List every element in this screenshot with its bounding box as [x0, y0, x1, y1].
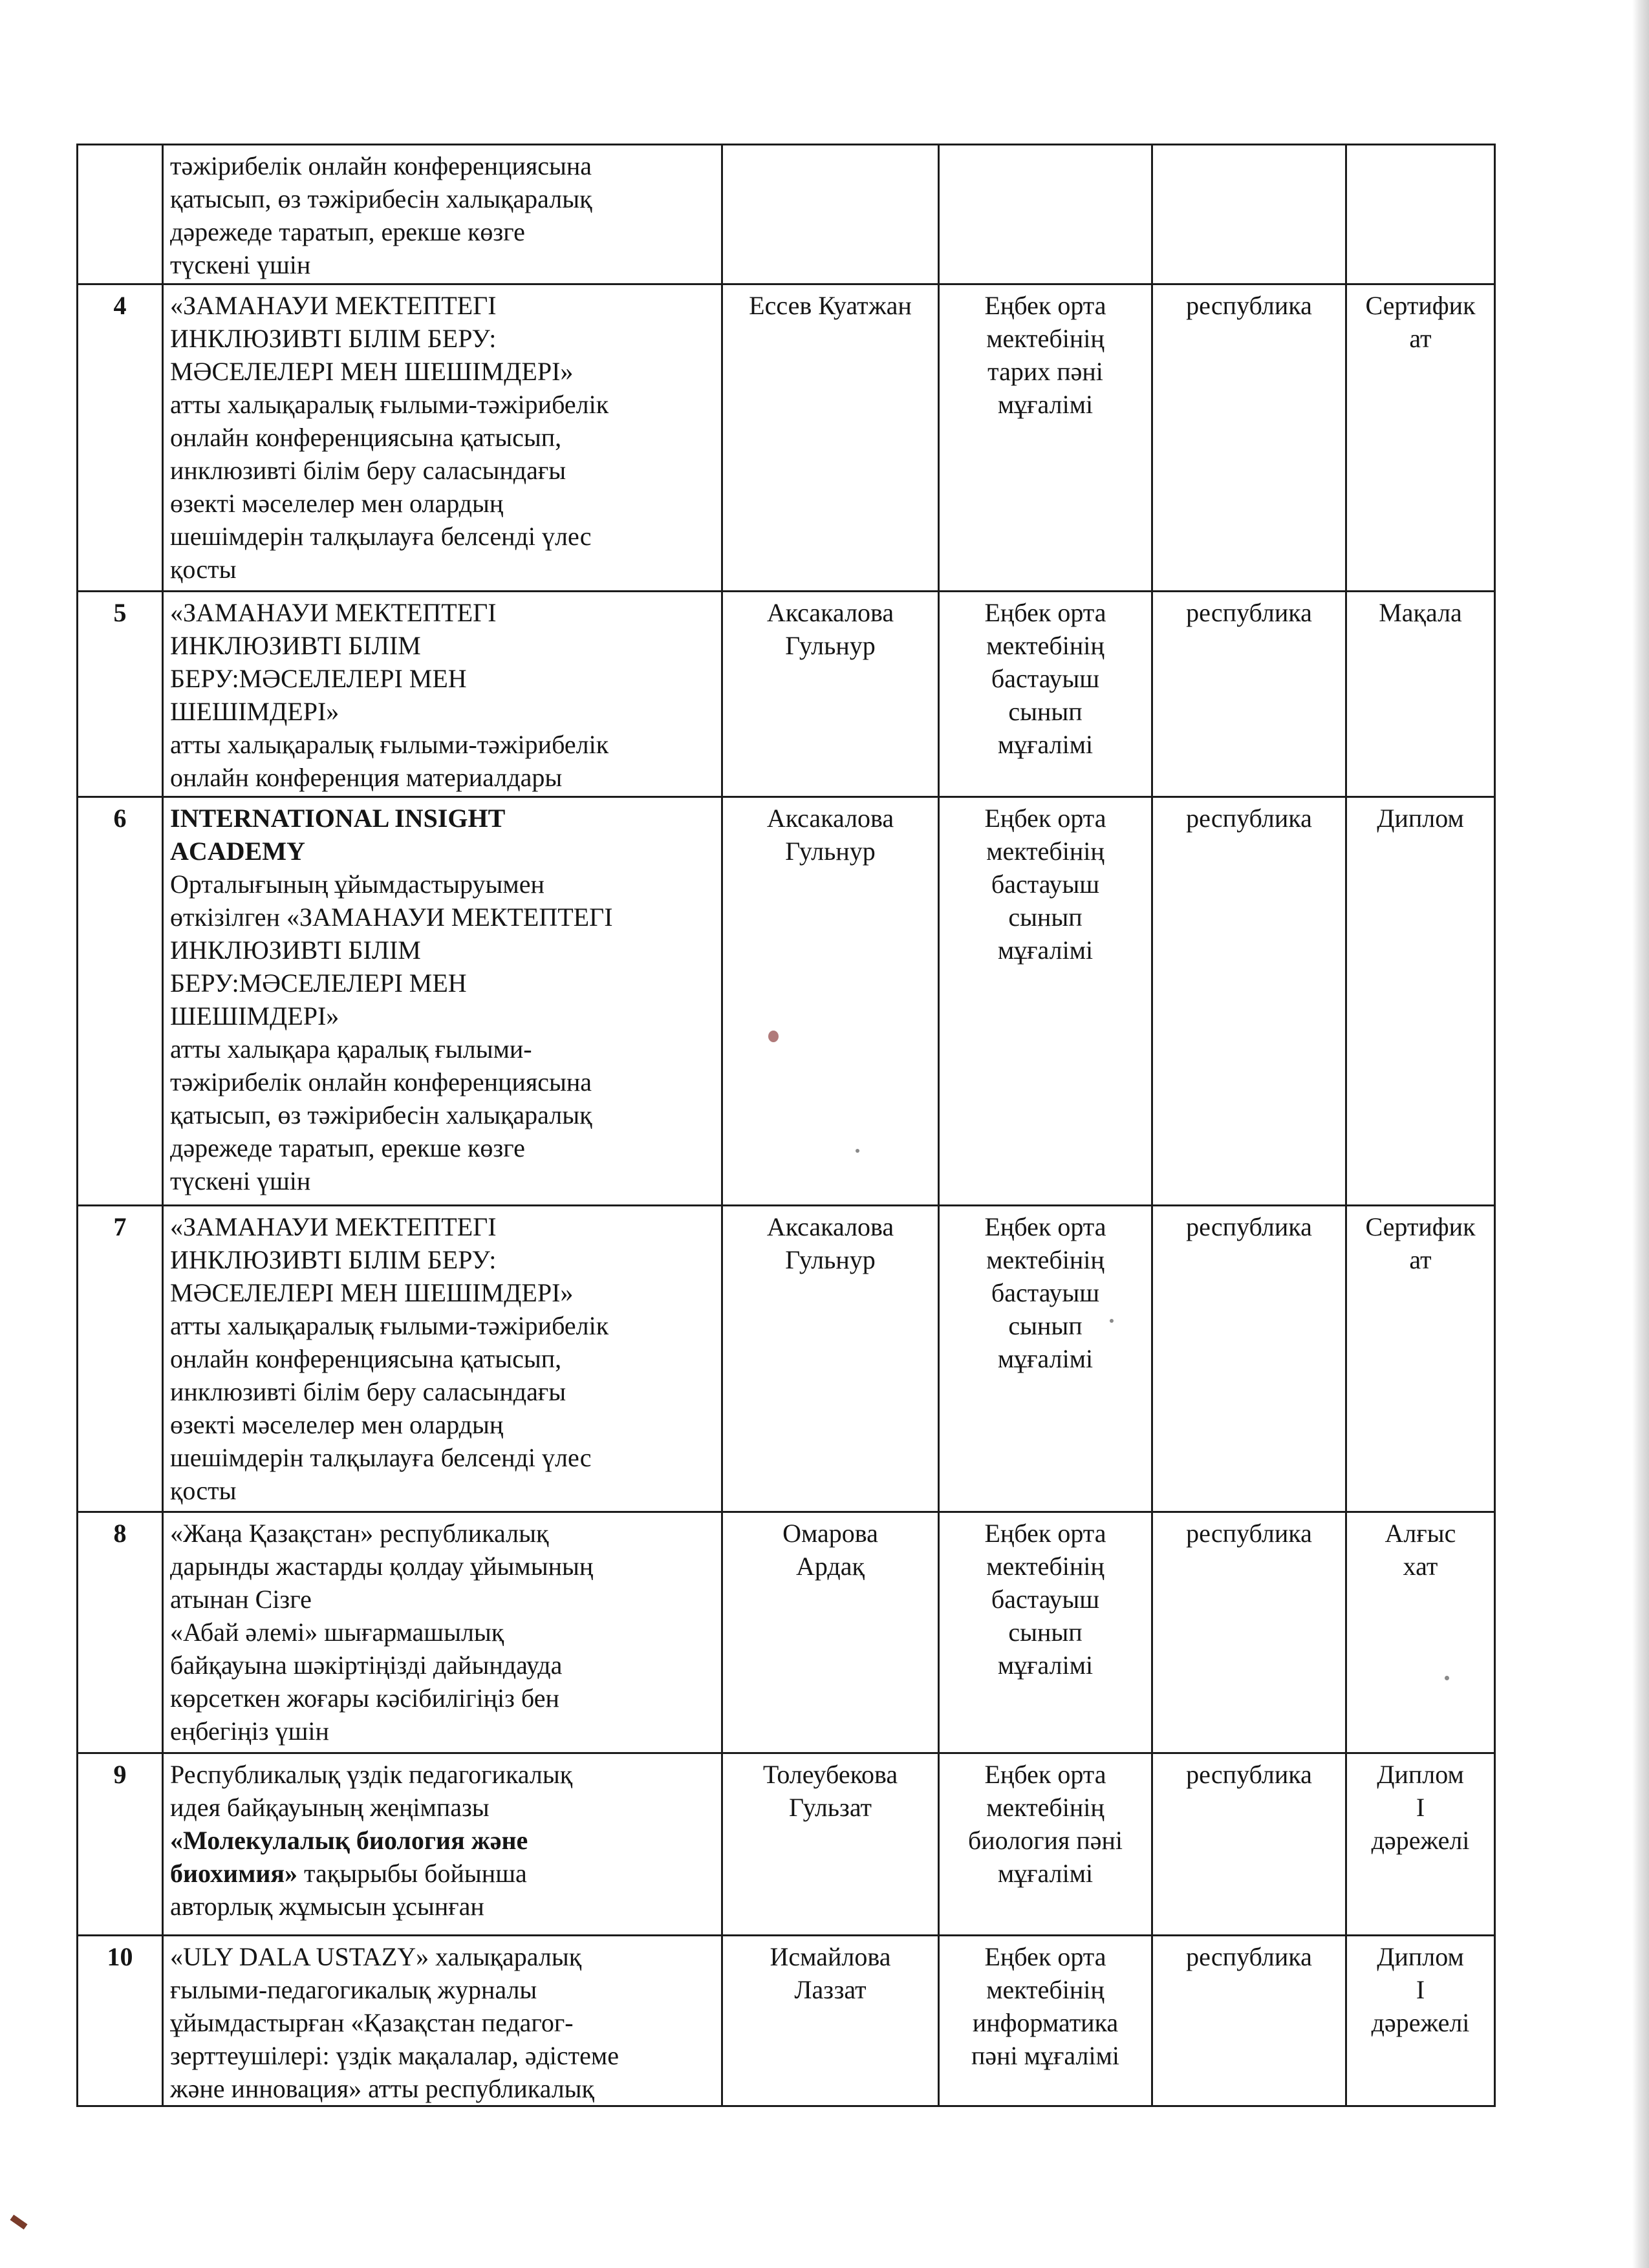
description-line: «ULY DALA USTAZY» халықаралық: [170, 1942, 582, 1971]
description-line: ИНКЛЮЗИВТІ БІЛІМ БЕРУ:: [170, 324, 497, 353]
teacher-name-cell: [722, 284, 939, 592]
position-line: мектебінің: [986, 1552, 1105, 1581]
description-line: еңбегіңіз үшін: [170, 1717, 329, 1746]
award-cell: [1346, 145, 1495, 284]
row-number-cell: [78, 797, 163, 1206]
description-line: шешімдерін талқылауға белсенді үлес: [170, 1443, 592, 1472]
level-cell: республика: [1152, 284, 1346, 592]
description-line: байқауына шәкіртіңізді дайындауда: [170, 1651, 563, 1680]
position-line: бастауыш: [991, 1585, 1100, 1614]
description-line: Орталығының ұйымдастыруымен: [170, 870, 544, 899]
award-cell: [1346, 592, 1495, 797]
teacher-name-cell: [722, 1936, 939, 2106]
description-cell: [163, 145, 722, 284]
description-line: авторлық жұмысын ұсынған: [170, 1892, 484, 1921]
table-row: [78, 145, 1495, 284]
level-cell: [1152, 145, 1346, 284]
table-row: [78, 592, 1495, 797]
position-line: пәні мұғалімі: [971, 2041, 1119, 2070]
table-row: [78, 1206, 1495, 1512]
position-line: мектебінің: [986, 324, 1105, 353]
description-line: атты халықаралық ғылыми-тәжірибелік: [170, 730, 609, 759]
scan-speck: [1445, 1676, 1449, 1680]
teacher-name-cell: [722, 1512, 939, 1753]
position-line: биология пәні: [967, 1826, 1123, 1855]
level-cell: республика: [1152, 592, 1346, 797]
description-line: ШЕШІМДЕРІ»: [170, 697, 339, 726]
description-line: дарынды жастарды қолдау ұйымының: [170, 1552, 594, 1581]
description-line: инклюзивті білім беру саласындағы: [170, 456, 566, 485]
scan-edge: [1632, 0, 1649, 2268]
scan-speck: [856, 1149, 859, 1153]
description-cell: [163, 592, 722, 797]
table-row: [78, 1753, 1495, 1936]
description-line: МӘСЕЛЕЛЕРІ МЕН ШЕШІМДЕРІ»: [170, 357, 574, 386]
description-cell: [163, 797, 722, 1206]
position-cell: [939, 797, 1152, 1206]
award-line: ат: [1409, 1245, 1432, 1274]
row-number: 9: [113, 1760, 127, 1789]
description-line: және инновация» атты республикалық: [170, 2074, 594, 2103]
position-cell: [939, 284, 1152, 592]
position-line: сынып: [1008, 1311, 1083, 1340]
position-line: мектебінің: [986, 1975, 1105, 2004]
row-number: 4: [113, 291, 127, 320]
description-line: қатысып, өз тәжірибесін халықаралық: [170, 1100, 592, 1129]
teacher-name-line: Ардақ: [796, 1552, 865, 1581]
description-line: түскені үшін: [170, 1166, 311, 1195]
position-line: мұғалімі: [997, 1651, 1094, 1680]
award-line: Мақала: [1379, 598, 1462, 627]
table-row: [78, 1936, 1495, 2106]
teacher-name-line: Ессев Куатжан: [749, 291, 912, 320]
row-number-cell: [78, 1936, 163, 2106]
row-number-cell: [78, 592, 163, 797]
scan-mark: [10, 2214, 27, 2229]
description-cell: [163, 284, 722, 592]
row-number-cell: [78, 284, 163, 592]
description-line: БЕРУ:МӘСЕЛЕЛЕРІ МЕН: [170, 968, 467, 998]
description-line: Республикалық үздік педагогикалық: [170, 1760, 573, 1789]
description-line: «Жаңа Қазақстан» республикалық: [170, 1519, 549, 1548]
position-line: мұғалімі: [997, 730, 1094, 759]
award-line: хат: [1403, 1552, 1438, 1581]
award-cell: [1346, 1206, 1495, 1512]
position-line: Еңбек орта: [984, 291, 1106, 320]
description-line: зерттеушілері: үздік мақалалар, әдістеме: [170, 2041, 619, 2070]
teacher-name-cell: [722, 1206, 939, 1512]
row-number-cell: [78, 1753, 163, 1936]
description-line: атты халықаралық ғылыми-тәжірибелік: [170, 1311, 609, 1340]
description-line: тәжірибелік онлайн конференциясына: [170, 151, 592, 180]
award-line: І: [1416, 1975, 1425, 2004]
row-number-cell: [78, 1206, 163, 1512]
teacher-name-line: Исмайлова: [770, 1942, 891, 1971]
description-line: МӘСЕЛЕЛЕРІ МЕН ШЕШІМДЕРІ»: [170, 1278, 574, 1307]
description-line: «ЗАМАНАУИ МЕКТЕПТЕГІ: [170, 1212, 497, 1241]
description-line: ИНКЛЮЗИВТІ БІЛІМ: [170, 631, 421, 660]
teacher-name-line: Аксакалова: [766, 598, 894, 627]
teacher-name-line: Аксакалова: [766, 804, 894, 833]
row-number: 7: [113, 1212, 127, 1241]
table-row: [78, 797, 1495, 1206]
description-line: онлайн конференция материалдары: [170, 763, 563, 792]
position-line: бастауыш: [991, 1278, 1100, 1307]
position-line: сынып: [1008, 903, 1083, 932]
teacher-name-cell: [722, 797, 939, 1206]
description-line: онлайн конференциясына қатысып,: [170, 1344, 562, 1373]
position-line: бастауыш: [991, 664, 1100, 693]
award-line: І: [1416, 1793, 1425, 1822]
position-line: мұғалімі: [997, 390, 1094, 419]
description-cell: [163, 1753, 722, 1936]
description-line: инклюзивті білім беру саласындағы: [170, 1377, 566, 1406]
row-number-cell: [78, 145, 163, 284]
description-line: өткізілген «ЗАМАНАУИ МЕКТЕПТЕГІ: [170, 903, 613, 932]
award-line: Алғыс: [1385, 1519, 1456, 1548]
position-line: мектебінің: [986, 1793, 1105, 1822]
table-row: [78, 1512, 1495, 1753]
position-line: Еңбек орта: [984, 1942, 1106, 1971]
description-cell: [163, 1206, 722, 1512]
position-line: мұғалімі: [997, 1859, 1094, 1888]
position-line: мектебінің: [986, 631, 1105, 660]
teacher-name-line: Гульнур: [785, 631, 876, 660]
award-line: дәрежелі: [1371, 1826, 1470, 1855]
position-cell: [939, 1512, 1152, 1753]
row-number: 10: [107, 1942, 133, 1971]
description-line: БЕРУ:МӘСЕЛЕЛЕРІ МЕН: [170, 664, 467, 693]
teacher-name-line: Толеубекова: [762, 1760, 898, 1789]
teacher-name-line: Гульнур: [785, 837, 876, 866]
award-line: Диплом: [1377, 1942, 1464, 1971]
level-cell: республика: [1152, 1512, 1346, 1753]
teacher-name-line: Гульнур: [785, 1245, 876, 1274]
teacher-name-cell: [722, 592, 939, 797]
position-cell: [939, 145, 1152, 284]
level-cell: республика: [1152, 1206, 1346, 1512]
position-line: Еңбек орта: [984, 1212, 1106, 1241]
award-cell: [1346, 284, 1495, 592]
description-title-line: ACADEMY: [170, 837, 305, 866]
position-line: мұғалімі: [997, 936, 1094, 965]
teacher-name-line: Лаззат: [794, 1975, 867, 2004]
description-line: «Абай әлемі» шығармашылық: [170, 1618, 504, 1647]
description-line: шешімдерін талқылауға белсенді үлес: [170, 522, 592, 551]
position-line: мұғалімі: [997, 1344, 1094, 1373]
description-line: ИНКЛЮЗИВТІ БІЛІМ БЕРУ:: [170, 1245, 497, 1274]
level-cell: республика: [1152, 1936, 1346, 2106]
position-line: мектебінің: [986, 837, 1105, 866]
position-line: информатика: [972, 2008, 1119, 2037]
description-line: «ЗАМАНАУИ МЕКТЕПТЕГІ: [170, 598, 497, 627]
teacher-name-cell: [722, 1753, 939, 1936]
level-cell: республика: [1152, 1753, 1346, 1936]
teacher-name-line: Омарова: [782, 1519, 878, 1548]
awards-table: [76, 144, 1496, 2107]
row-number: 8: [113, 1519, 127, 1548]
position-line: тарих пәні: [987, 357, 1103, 386]
position-line: бастауыш: [991, 870, 1100, 899]
level-cell: республика: [1152, 797, 1346, 1206]
description-line: дәрежеде таратып, ерекше көзге: [170, 1133, 525, 1162]
description-line: өзекті мәселелер мен олардың: [170, 489, 504, 518]
position-cell: [939, 1206, 1152, 1512]
description-topic-line: «Молекулалық биология және: [170, 1826, 528, 1855]
description-line: атынан Сізге: [170, 1585, 312, 1614]
row-number: 6: [113, 804, 127, 833]
award-line: Сертифик: [1365, 1212, 1476, 1241]
position-cell: [939, 1753, 1152, 1936]
description-line: түскені үшін: [170, 250, 311, 279]
award-cell: [1346, 797, 1495, 1206]
table-row: [78, 284, 1495, 592]
description-line: онлайн конференциясына қатысып,: [170, 423, 562, 452]
description-line: «ЗАМАНАУИ МЕКТЕПТЕГІ: [170, 291, 497, 320]
scan-speck: [768, 1031, 779, 1042]
position-line: сынып: [1008, 1618, 1083, 1647]
award-line: Диплом: [1377, 1760, 1464, 1789]
description-line: ИНКЛЮЗИВТІ БІЛІМ: [170, 936, 421, 965]
award-line: Сертифик: [1365, 291, 1476, 320]
award-line: Диплом: [1377, 804, 1464, 833]
award-cell: [1346, 1753, 1495, 1936]
description-line: тәжірибелік онлайн конференциясына: [170, 1067, 592, 1097]
position-line: мектебінің: [986, 1245, 1105, 1274]
position-line: Еңбек орта: [984, 804, 1106, 833]
description-text: тақырыбы бойынша: [297, 1859, 527, 1888]
position-line: Еңбек орта: [984, 1519, 1106, 1548]
description-line: дәрежеде таратып, ерекше көзге: [170, 217, 525, 246]
awards-table-body: [78, 145, 1495, 2106]
teacher-name-cell: [722, 145, 939, 284]
description-title-line: INTERNATIONAL INSIGHT: [170, 804, 506, 833]
position-cell: [939, 1936, 1152, 2106]
position-cell: [939, 592, 1152, 797]
award-cell: [1346, 1512, 1495, 1753]
award-cell: [1346, 1936, 1495, 2106]
description-line: қосты: [170, 555, 237, 584]
scan-speck: [1110, 1319, 1114, 1323]
description-line: ұйымдастырған «Қазақстан педагог-: [170, 2008, 574, 2037]
row-number-cell: [78, 1512, 163, 1753]
award-line: дәрежелі: [1371, 2008, 1470, 2037]
position-line: Еңбек орта: [984, 1760, 1106, 1789]
description-line: қатысып, өз тәжірибесін халықаралық: [170, 184, 592, 213]
description-line: [170, 1857, 715, 1890]
description-line: атты халықара қаралық ғылыми-: [170, 1034, 532, 1064]
description-line: ШЕШІМДЕРІ»: [170, 1001, 339, 1031]
description-line: идея байқауының жеңімпазы: [170, 1793, 490, 1822]
teacher-name-line: Аксакалова: [766, 1212, 894, 1241]
description-cell: [163, 1936, 722, 2106]
teacher-name-line: Гульзат: [788, 1793, 872, 1822]
description-cell: [163, 1512, 722, 1753]
description-line: көрсеткен жоғары кәсібилігіңіз бен: [170, 1684, 559, 1713]
row-number: 5: [113, 598, 127, 627]
position-line: Еңбек орта: [984, 598, 1106, 627]
description-line: қосты: [170, 1476, 237, 1505]
description-line: атты халықаралық ғылыми-тәжірибелік: [170, 390, 609, 419]
description-topic: биохимия»: [170, 1859, 298, 1888]
description-line: ғылыми-педагогикалық журналы: [170, 1975, 537, 2004]
position-line: сынып: [1008, 697, 1083, 726]
award-line: ат: [1409, 324, 1432, 353]
description-line: өзекті мәселелер мен олардың: [170, 1410, 504, 1439]
